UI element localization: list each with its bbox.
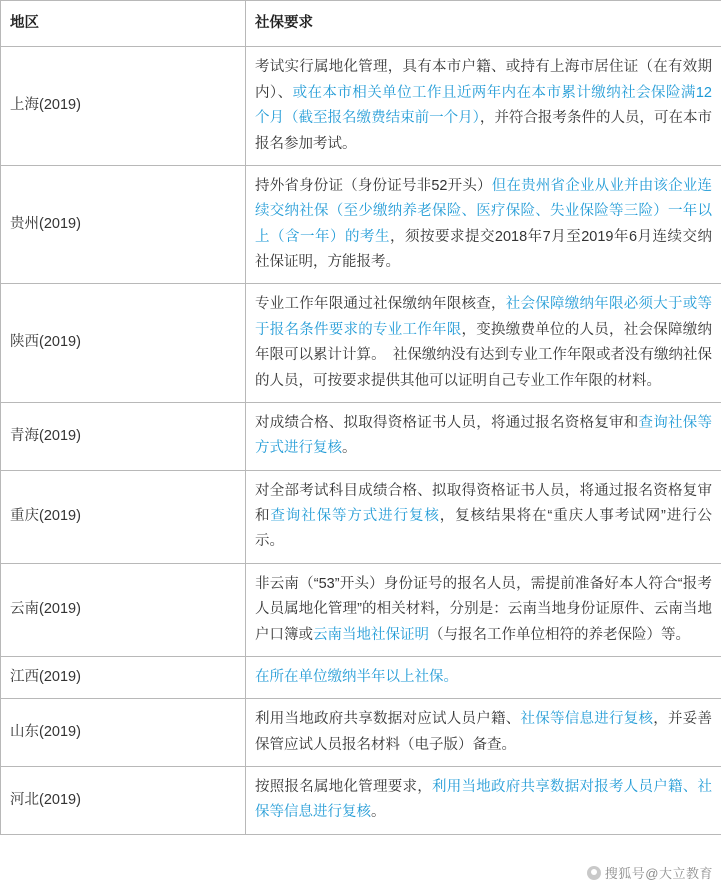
highlighted-text: 利用当地政府共享数据对报考人员户籍、社保等信息进行复核 — [255, 779, 712, 821]
highlighted-text: 或在本市相关单位工作且近两年内在本市累计缴纳社会保险满12个月（截至报名缴费结束前一个月） — [255, 84, 712, 127]
cell-region: 云南(2019) — [1, 563, 246, 656]
plain-text: ，复核结果将在“重庆人事考试网”进行公示。 — [255, 508, 713, 550]
table-row — [1, 470, 721, 563]
cell-requirement — [246, 470, 721, 563]
highlighted-text: 社保等信息进行复核 — [520, 711, 654, 728]
watermark-label: 搜狐号@大立教育 — [604, 866, 713, 881]
cell-region: 陕西(2019) — [1, 284, 246, 403]
sohu-logo-icon — [587, 866, 601, 880]
table-row — [1, 47, 721, 166]
cell-requirement — [246, 47, 721, 166]
plain-text: 利用当地政府共享数据对应试人员户籍、 — [255, 711, 521, 728]
highlighted-text: 但在贵州省企业从业并由该企业连续交纳社保（至少缴纳养老保险、医疗保险、失业保险等三险）一年以上（含一年）的考生 — [255, 177, 712, 245]
plain-text: 按照报名属地化管理要求， — [255, 779, 432, 795]
column-header-region: 地区 — [1, 1, 246, 47]
plain-text: 持外省身份证（身份证号非52开头） — [255, 177, 492, 194]
highlighted-text: 云南当地社保证明 — [313, 626, 429, 643]
highlighted-text: 在所在单位缴纳半年以上社保。 — [255, 668, 458, 685]
plain-text: ，变换缴费单位的人员，社会保障缴纳年限可以累计计算。 社保缴纳没有达到专业工作年限或者没有缴纳社保的人员，可按要求提供其他可以证明自己专业工作年限的材料。 — [255, 321, 712, 389]
table-body — [1, 47, 721, 834]
column-header-requirement: 社保要求 — [246, 1, 721, 47]
table-header-row — [1, 1, 721, 47]
cell-requirement — [246, 656, 721, 698]
plain-text: 专业工作年限通过社保缴纳年限核查， — [255, 296, 506, 313]
cell-region: 重庆(2019) — [1, 470, 246, 563]
cell-requirement — [246, 284, 721, 403]
table-row — [1, 402, 721, 470]
cell-region: 江西(2019) — [1, 656, 246, 698]
plain-text: ，须按要求提交2018年7月至2019年6月连续交纳社保证明，方能报考。 — [255, 228, 713, 270]
highlighted-text: 社会保障缴纳年限必须大于或等于报名条件要求的专业工作年限 — [255, 296, 712, 338]
cell-requirement — [246, 165, 721, 284]
cell-requirement — [246, 563, 721, 656]
table-row — [1, 284, 721, 403]
plain-text: ，并符合报考条件的人员，可在本市报名参加考试。 — [255, 110, 713, 152]
cell-region: 贵州(2019) — [1, 165, 246, 284]
plain-text: ，并妥善保管应试人员报名材料（电子版）备查。 — [255, 711, 712, 753]
cell-region: 河北(2019) — [1, 767, 246, 835]
plain-text: 考试实行属地化管理，具有本市户籍、或持有上海市居住证（在有效期内）、 — [255, 59, 712, 101]
plain-text: 对全部考试科目成绩合格、拟取得资格证书人员，将通过报名资格复审和 — [255, 482, 712, 524]
highlighted-text: 查询社保等方式进行复核 — [255, 414, 712, 457]
table-row — [1, 165, 721, 284]
highlighted-text: 查询社保等方式进行复核 — [270, 508, 440, 524]
plain-text: 对成绩合格、拟取得资格证书人员，将通过报名资格复审和 — [255, 414, 639, 431]
cell-region: 上海(2019) — [1, 47, 246, 166]
cell-requirement — [246, 767, 721, 835]
plain-text: 。 — [371, 804, 386, 821]
plain-text: 非云南（“53”开头）身份证号的报名人员，需提前准备好本人符合“报考人员属地化管理”的相关材料，分别是：云南当地身份证原件、云南当地户口簿或 — [255, 575, 712, 643]
plain-text: 。 — [342, 440, 357, 457]
watermark — [587, 863, 713, 882]
cell-region: 青海(2019) — [1, 402, 246, 470]
plain-text: （与报名工作单位相符的养老保险）等。 — [429, 626, 690, 643]
cell-requirement — [246, 402, 721, 470]
table-row — [1, 767, 721, 835]
cell-region: 山东(2019) — [1, 699, 246, 767]
table-row — [1, 656, 721, 698]
table-header — [1, 1, 721, 47]
table-row — [1, 699, 721, 767]
cell-requirement — [246, 699, 721, 767]
table-row — [1, 563, 721, 656]
